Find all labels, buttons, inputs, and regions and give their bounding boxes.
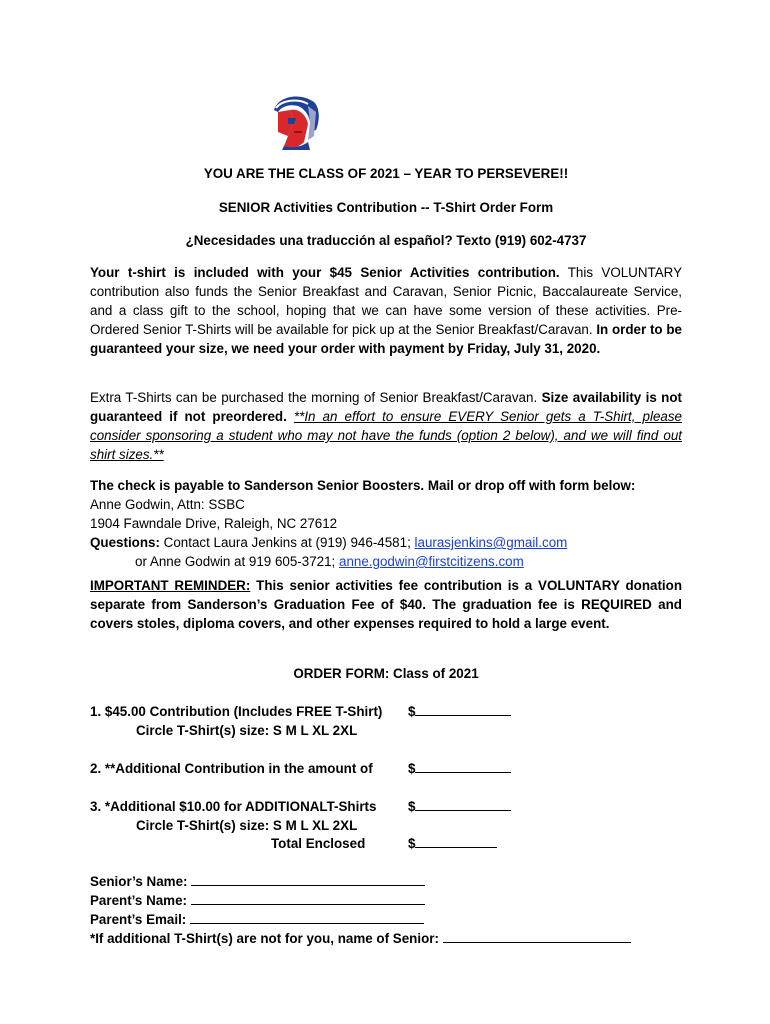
mail-address: 1904 Fawndale Drive, Raleigh, NC 27612 bbox=[90, 516, 338, 531]
payment-info bbox=[90, 476, 682, 571]
sponsor-note: **In an effort to ensure EVERY Senior gets a T-Shirt, please consider sponsoring a student who may not have the funds (option 2 below), and we will find out shirt sizes.** bbox=[90, 409, 682, 462]
payment-heading: The check is payable to Sanderson Senior Boosters. Mail or drop off with form below: bbox=[90, 478, 636, 493]
form-subtitle: SENIOR Activities Contribution -- T-Shirt Order Form bbox=[218, 200, 554, 215]
email-link-laura[interactable]: laurasjenkins@gmail.com bbox=[414, 535, 568, 550]
extra-lead: Extra T-Shirts can be purchased the morning of Senior Breakfast/Caravan. bbox=[90, 390, 542, 405]
questions-text: Contact Laura Jenkins at (919) 946-4581; bbox=[159, 535, 415, 550]
item-3-sizes[interactable]: Circle T-Shirt(s) size: S M L XL 2XL bbox=[136, 818, 358, 833]
total-amount[interactable] bbox=[408, 834, 497, 853]
dollar-sign: $ bbox=[408, 704, 416, 719]
senior-name-field[interactable] bbox=[90, 872, 425, 891]
item-3-label: 3. *Additional $10.00 for ADDITIONALT-Shirts bbox=[90, 799, 377, 814]
extra-size-warning: Size availability is not guaranteed if not preordered. bbox=[90, 390, 682, 424]
intro-lead: Your t-shirt is included with your $45 Senior Activities contribution. bbox=[90, 265, 560, 280]
page-title: YOU ARE THE CLASS OF 2021 – YEAR TO PERSEVERE!! bbox=[203, 166, 569, 181]
alt-contact-text: or Anne Godwin at 919 605-3721; bbox=[135, 554, 339, 569]
item-1-blank[interactable] bbox=[415, 703, 511, 716]
parent-name-blank[interactable] bbox=[191, 892, 425, 905]
parent-name-label: Parent’s Name: bbox=[90, 893, 187, 908]
other-senior-label: *If additional T-Shirt(s) are not for you, name of Senior: bbox=[90, 931, 439, 946]
spartan-logo bbox=[264, 92, 322, 152]
important-reminder bbox=[90, 576, 682, 633]
questions-line bbox=[90, 533, 682, 552]
alt-contact-line bbox=[90, 552, 682, 571]
other-senior-blank[interactable] bbox=[443, 930, 631, 943]
dollar-sign: $ bbox=[408, 836, 416, 851]
total-blank[interactable] bbox=[415, 835, 497, 848]
email-link-anne[interactable]: anne.godwin@firstcitizens.com bbox=[339, 554, 524, 569]
item-2-amount[interactable] bbox=[408, 759, 511, 778]
parent-email-blank[interactable] bbox=[190, 911, 424, 924]
intro-paragraph bbox=[90, 263, 682, 358]
extra-shirts-paragraph bbox=[90, 388, 682, 464]
parent-email-label: Parent’s Email: bbox=[90, 912, 187, 927]
reminder-label: IMPORTANT REMINDER: bbox=[90, 578, 251, 593]
senior-name-label: Senior’s Name: bbox=[90, 874, 188, 889]
item-3-blank[interactable] bbox=[415, 798, 511, 811]
intro-deadline: In order to be guaranteed your size, we need your order with payment by Friday, July 31, 2020. bbox=[90, 322, 682, 356]
parent-email-field[interactable] bbox=[90, 910, 424, 929]
item-1-label: 1. $45.00 Contribution (Includes FREE T-Shirt) bbox=[90, 704, 383, 719]
intro-body: This VOLUNTARY contribution also funds the Senior Breakfast and Caravan, Senior Picnic, Baccalaureate Service, and a class gift to the school, hoping that we can have some version of these activities. Pre-Ordered Senior T-Shirts will be available for pick up at the Senior Breakfast/Caravan. bbox=[90, 265, 683, 337]
item-1-row bbox=[90, 702, 382, 721]
item-3-amount[interactable] bbox=[408, 797, 511, 816]
other-senior-field[interactable] bbox=[90, 929, 631, 948]
questions-label: Questions: bbox=[90, 535, 160, 550]
total-label: Total Enclosed bbox=[271, 836, 366, 851]
order-form-title: ORDER FORM: Class of 2021 bbox=[293, 666, 479, 681]
mail-name: Anne Godwin, Attn: SSBC bbox=[90, 497, 245, 512]
parent-name-field[interactable] bbox=[90, 891, 425, 910]
item-1-sizes[interactable]: Circle T-Shirt(s) size: S M L XL 2XL bbox=[136, 723, 358, 738]
dollar-sign: $ bbox=[408, 761, 416, 776]
dollar-sign: $ bbox=[408, 799, 416, 814]
item-2-blank[interactable] bbox=[415, 760, 511, 773]
spanish-translation-note: ¿Necesidades una traducción al español? Texto (919) 602-4737 bbox=[185, 233, 587, 248]
senior-name-blank[interactable] bbox=[191, 873, 425, 886]
item-2-label: 2. **Additional Contribution in the amount of bbox=[90, 761, 373, 776]
reminder-text: This senior activities fee contribution is a VOLUNTARY donation separate from Sanderson’s Graduation Fee of $40. The graduation fee is REQUIRED and covers stoles, diploma covers, and other expenses required to hold a large event. bbox=[90, 578, 682, 631]
item-1-amount[interactable] bbox=[408, 702, 511, 721]
